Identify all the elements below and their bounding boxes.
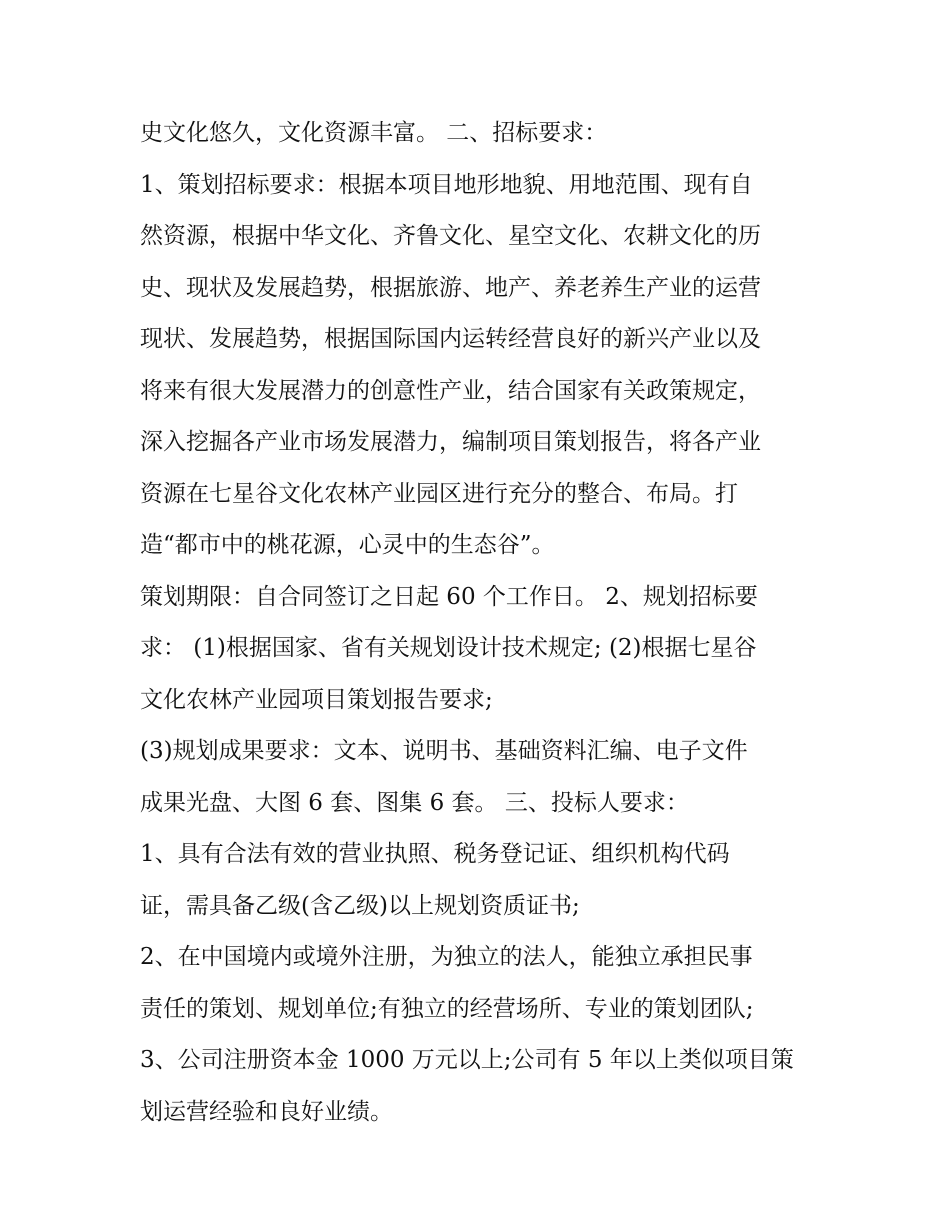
text-line: 将来有很大发展潜力的创意性产业，结合国家有关政策规定，	[140, 377, 761, 404]
text-line: 证，需具备乙级(含乙级)以上规划资质证书;	[140, 892, 580, 919]
text-line: 造“都市中的桃花源，心灵中的生态谷”。	[140, 532, 555, 558]
text-line: (3)规划成果要求：文本、说明书、基础资料汇编、电子文件	[140, 738, 748, 764]
text-line: 史文化悠久，文化资源丰富。 二、招标要求：	[140, 120, 608, 146]
text-line: 现状、发展趋势，根据国际国内运转经营良好的新兴产业以及	[140, 326, 761, 352]
text-line: 求： (1)根据国家、省有关规划设计技术规定; (2)根据七星谷	[140, 635, 757, 661]
text-line: 3、公司注册资本金 1000 万元以上;公司有 5 年以上类似项目策	[140, 1047, 794, 1073]
text-line: 然资源，根据中华文化、齐鲁文化、星空文化、农耕文化的历	[140, 223, 761, 249]
text-line: 1、策划招标要求：根据本项目地形地貌、用地范围、现有自	[140, 171, 753, 198]
text-line: 1、具有合法有效的营业执照、税务登记证、组织机构代码	[140, 841, 730, 867]
text-line: 深入挖掘各产业市场发展潜力，编制项目策划报告，将各产业	[140, 429, 761, 455]
text-line: 资源在七星谷文化农林产业园区进行充分的整合、布局。打	[140, 480, 738, 507]
text-line: 史、现状及发展趋势，根据旅游、地产、养老养生产业的运营	[140, 274, 761, 301]
document-body	[140, 108, 820, 1138]
text-line: 成果光盘、大图 6 套、图集 6 套。 三、投标人要求：	[140, 789, 689, 816]
text-line: 文化农林产业园项目策划报告要求;	[140, 686, 493, 713]
text-line: 责任的策划、规划单位;有独立的经营场所、专业的策划团队;	[140, 995, 754, 1022]
text-line: 策划期限：自合同签订之日起 60 个工作日。 2、规划招标要	[140, 583, 758, 610]
text-line: 2、在中国境内或境外注册，为独立的法人，能独立承担民事	[140, 944, 753, 970]
text-line: 划运营经验和良好业绩。	[140, 1098, 393, 1125]
